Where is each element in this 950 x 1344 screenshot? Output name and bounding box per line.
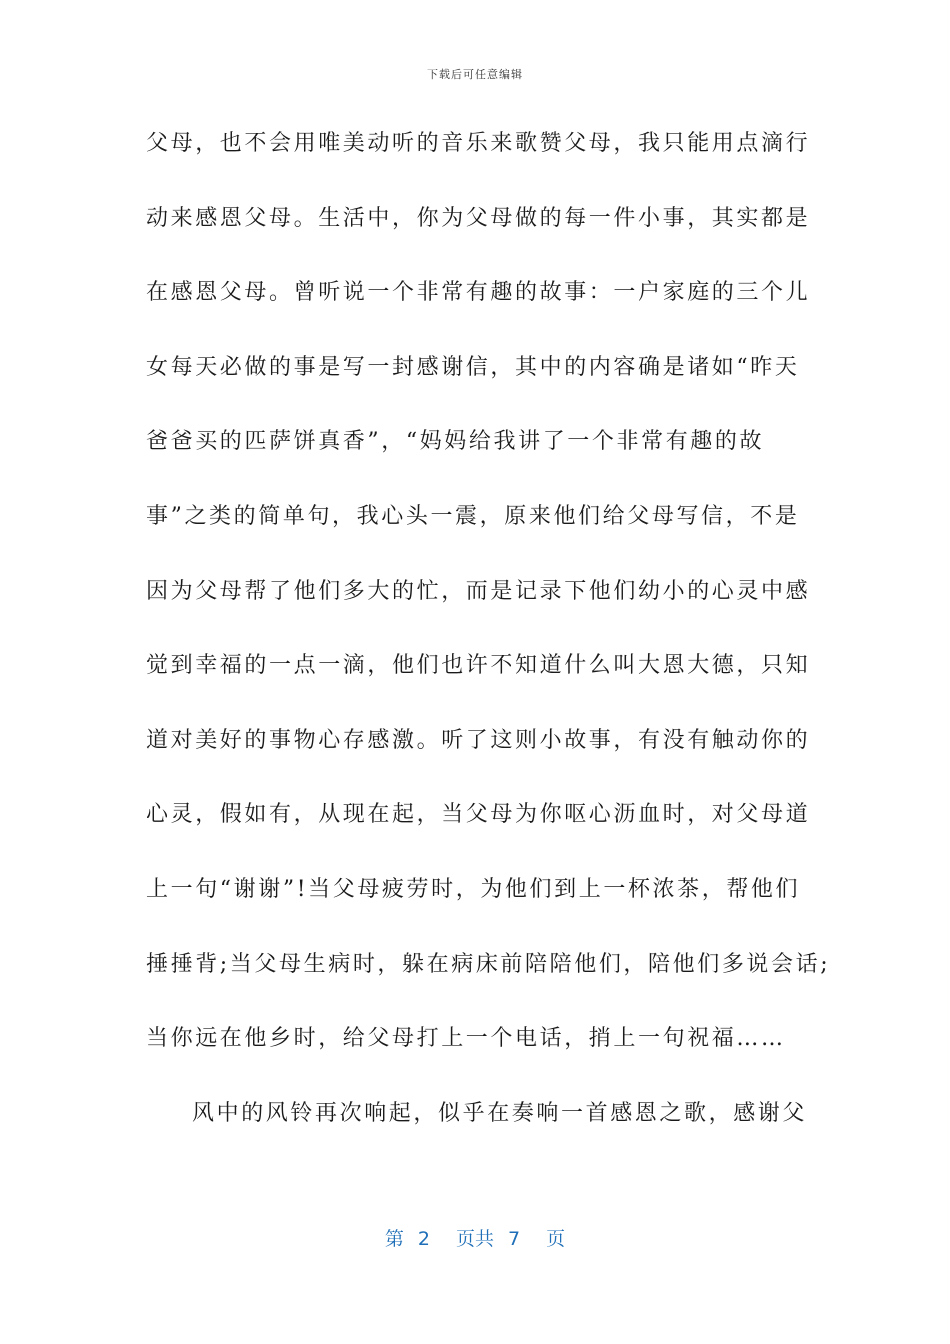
paragraph-line: 在感恩父母。曾听说一个非常有趣的故事：一户家庭的三个儿 xyxy=(146,280,811,306)
paragraph-line: 当你远在他乡时，给父母打上一个电话，捎上一句祝福…… xyxy=(146,1026,786,1052)
paragraph-line: 动来感恩父母。生活中，你为父母做的每一件小事，其实都是 xyxy=(146,205,811,231)
paragraph-line: 事”之类的简单句，我心头一震，原来他们给父母写信，不是 xyxy=(146,503,800,529)
paragraph-line: 父母，也不会用唯美动听的音乐来歌赞父母，我只能用点滴行 xyxy=(146,131,811,156)
footer-current-page: 2 xyxy=(417,1228,430,1250)
paragraph-line: 道对美好的事物心存感激。听了这则小故事，有没有触动你的 xyxy=(146,727,811,753)
paragraph-line: 因为父母帮了他们多大的忙，而是记录下他们幼小的心灵中感 xyxy=(146,578,811,604)
footer-prefix: 第 xyxy=(384,1228,404,1250)
paragraph-line: 心灵，假如有，从现在起，当父母为你呕心沥血时，对父母道 xyxy=(146,802,811,828)
paragraph-line: 女每天必做的事是写一封感谢信，其中的内容确是诸如“昨天 xyxy=(146,354,800,380)
page-header: 下载后可任意编辑 xyxy=(427,68,523,81)
paragraph-line: 上一句“谢谢”!当父母疲劳时，为他们到上一杯浓茶，帮他们 xyxy=(146,876,801,902)
footer-middle: 页共 xyxy=(455,1228,494,1250)
paragraph-line: 捶捶背;当父母生病时，躲在病床前陪陪他们，陪他们多说会话; xyxy=(146,951,831,977)
footer-total-pages: 7 xyxy=(508,1228,521,1250)
document-body xyxy=(146,122,831,1166)
paragraph-line: 爸爸买的匹萨饼真香”，“妈妈给我讲了一个非常有趣的故 xyxy=(146,429,765,455)
footer-suffix: 页 xyxy=(546,1228,566,1250)
page-number-footer xyxy=(0,1224,950,1251)
paragraph-line: 觉到幸福的一点一滴，他们也许不知道什么叫大恩大德，只知 xyxy=(146,653,811,679)
paragraph-line-indented: 风中的风铃再次响起，似乎在奏响一首感恩之歌，感谢父 xyxy=(192,1100,808,1126)
